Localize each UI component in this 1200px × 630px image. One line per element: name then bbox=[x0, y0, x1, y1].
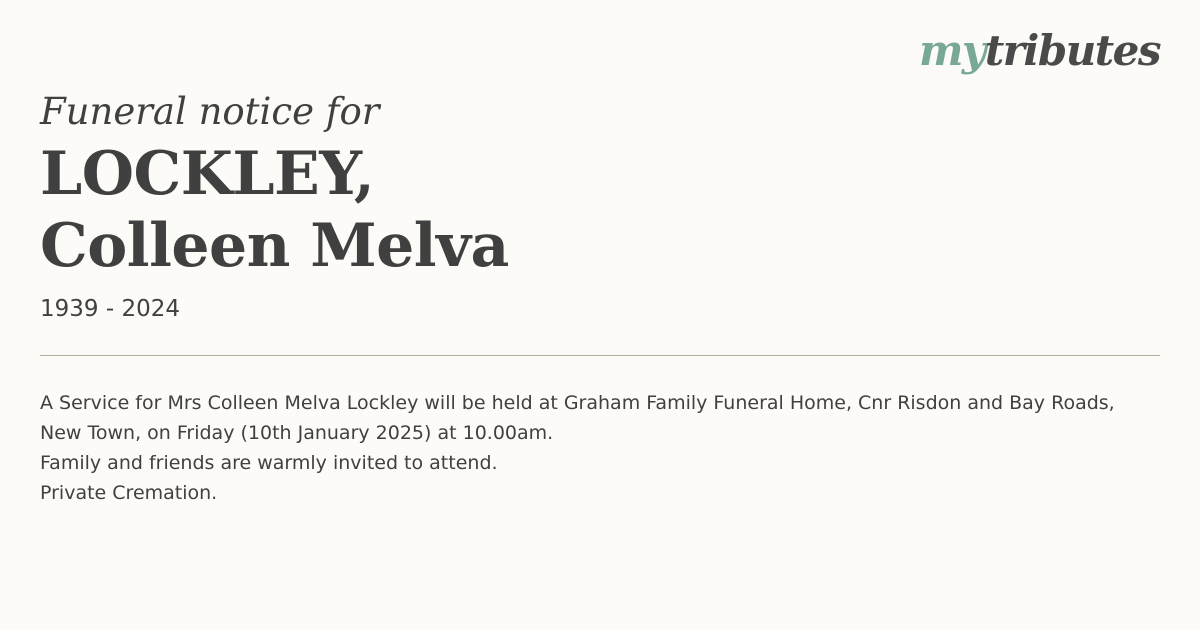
notice-heading: Funeral notice for bbox=[40, 90, 380, 133]
notice-body bbox=[40, 388, 1160, 508]
notice-header bbox=[40, 88, 509, 324]
notice-paragraph-service: A Service for Mrs Colleen Melva Lockley will be held at Graham Family Funeral Home, Cnr Risdon and Bay Roads, New Town, on Friday (10th January 2025) at 10.00am. bbox=[40, 392, 1115, 444]
logo-part-tributes: tributes bbox=[984, 26, 1160, 75]
mytributes-logo[interactable] bbox=[918, 26, 1160, 75]
notice-paragraph-cremation: Private Cremation. bbox=[40, 482, 218, 504]
deceased-given-names: Colleen Melva bbox=[40, 211, 509, 281]
notice-paragraph-invite: Family and friends are warmly invited to attend. bbox=[40, 452, 498, 474]
deceased-surname: LOCKLEY, bbox=[40, 139, 375, 209]
life-years: 1939 - 2024 bbox=[40, 296, 180, 322]
section-divider bbox=[40, 355, 1160, 356]
deceased-name bbox=[40, 138, 509, 282]
logo-part-my: my bbox=[918, 26, 985, 75]
